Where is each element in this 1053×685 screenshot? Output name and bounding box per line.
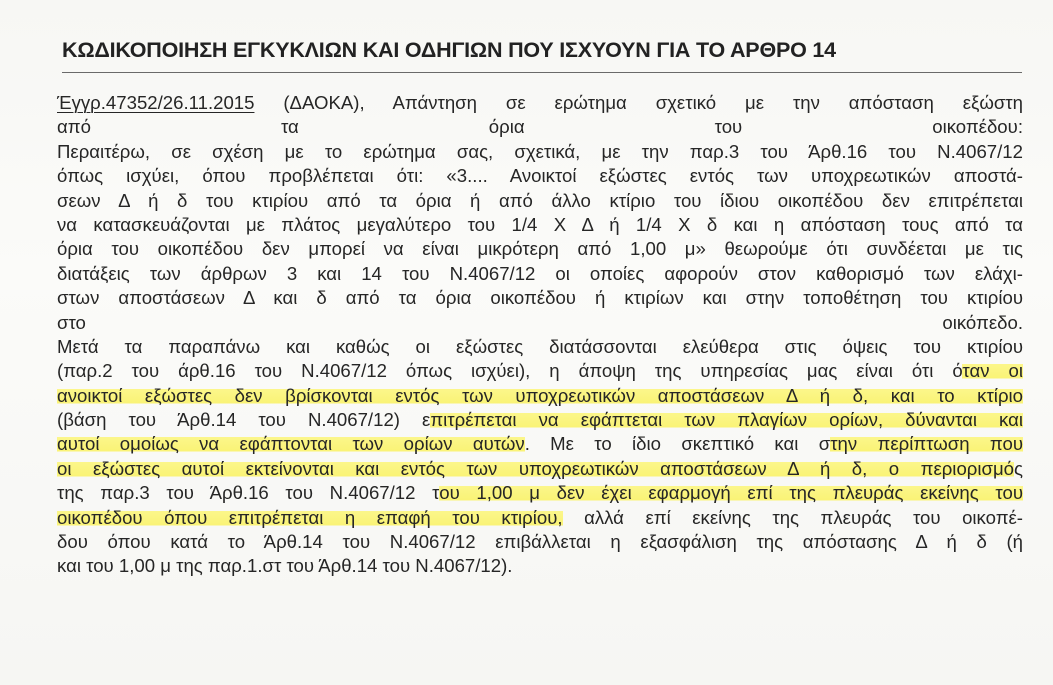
- text-line: [57, 506, 1023, 530]
- line-text: και του 1,00 μ της παρ.1.στ του Άρθ.14 του Ν.4067/12).: [57, 555, 513, 577]
- text-line: [57, 262, 1023, 286]
- text-line: [57, 530, 1023, 554]
- line-text: από τα όρια του οικοπέδου:: [57, 116, 1023, 138]
- text-line: [57, 115, 1023, 139]
- line-text: (βάση του Άρθ.14 του Ν.4067/12) ε: [57, 409, 431, 431]
- text-line: [57, 554, 1023, 578]
- text-line: [57, 164, 1023, 188]
- text-line: [57, 237, 1023, 261]
- text-line: [57, 408, 1023, 432]
- line-text: Περαιτέρω, σε σχέση με το ερώτημα σας, σχετικά, με την παρ.3 του Άρθ.16 του Ν.4067/12: [57, 140, 1023, 162]
- text-line: [57, 457, 1023, 481]
- text-line: [57, 286, 1023, 310]
- text-line: [57, 335, 1023, 359]
- line-text: να κατασκευάζονται με πλάτος μεγαλύτερο του 1/4 Χ Δ ή 1/4 Χ δ και η απόσταση τους από τα: [57, 213, 1023, 235]
- text-line: [57, 432, 1023, 456]
- highlighted-text: ανοικτοί εξώστες δεν βρίσκονται εντός των υποχρεωτικών αποστάσεων Δ ή δ, και το κτίριο: [57, 384, 1023, 406]
- highlighted-text: αυτοί ομοίως να εφάπτονται των ορίων αυτών: [57, 433, 525, 455]
- line-text: διατάξεις των άρθρων 3 και 14 του Ν.4067/12 οι οποίες αφορούν στον καθορισμό των ελάχι-: [57, 262, 1023, 284]
- line-text: αλλά επί εκείνης της πλευράς του οικοπέ-: [562, 506, 1023, 528]
- text-line: [57, 189, 1023, 213]
- text-line: [57, 384, 1023, 408]
- highlighted-text: ταν οι: [962, 360, 1023, 382]
- highlighted-text: οικοπέδου όπου επιτρέπεται η επαφή του κτιρίου,: [57, 506, 563, 528]
- document-reference: Έγγρ.47352/26.11.2015: [57, 92, 255, 113]
- line-text: στων αποστάσεων Δ και δ από τα όρια οικοπέδου ή κτιρίων και στην τοποθέτηση του κτιρίου: [57, 287, 1023, 309]
- text-line: [57, 140, 1023, 164]
- line-text: όρια του οικοπέδου δεν μπορεί να είναι μικρότερη από 1,00 μ» θεωρούμε ότι συνδέεται με τις: [57, 238, 1023, 260]
- text-line: [57, 359, 1023, 383]
- highlighted-text: την περίπτωση που: [830, 433, 1023, 455]
- line-text: δου όπου κατά το Άρθ.14 του Ν.4067/12 επιβάλλεται η εξασφάλιση της απόστασης Δ ή δ (ή: [57, 531, 1023, 553]
- title-divider: [62, 72, 1022, 73]
- document-title: ΚΩΔΙΚΟΠΟΙΗΣΗ ΕΓΚΥΚΛΙΩΝ ΚΑΙ ΟΔΗΓΙΩΝ ΠΟΥ ΙΣΧΥΟΥΝ ΓΙΑ ΤΟ ΑΡΘΡΟ 14: [62, 38, 836, 62]
- line-text: ς: [1014, 457, 1023, 479]
- line-text: στο οικόπεδο.: [57, 311, 1023, 333]
- text-line: [57, 213, 1023, 237]
- line-text: (παρ.2 του άρθ.16 του Ν.4067/12 όπως ισχύει), η άποψη της υπηρεσίας μας είναι ότι ό: [57, 360, 963, 382]
- line-text: όπως ισχύει, όπου προβλέπεται ότι: «3.... Ανοικτοί εξώστες εντός των υποχρεωτικών αποστά-: [57, 165, 1023, 187]
- text-line: [57, 481, 1023, 505]
- line-text: (ΔΑΟΚΑ), Απάντηση σε ερώτημα σχετικό με την απόσταση εξώστη: [254, 92, 1023, 113]
- highlighted-text: ου 1,00 μ δεν έχει εφαρμογή επί της πλευράς εκείνης του: [439, 482, 1023, 504]
- line-text: Μετά τα παραπάνω και καθώς οι εξώστες διατάσσονται ελεύθερα στις όψεις του κτιρίου: [57, 335, 1023, 357]
- text-line: [57, 91, 1023, 115]
- line-text: σεων Δ ή δ του κτιρίου από τα όρια ή από άλλο κτίριο του ίδιου οικοπέδου δεν επιτρέπεται: [57, 189, 1023, 211]
- line-text: της παρ.3 του Άρθ.16 του Ν.4067/12 τ: [57, 482, 440, 504]
- line-text: . Με το ίδιο σκεπτικό και σ: [524, 433, 831, 455]
- highlighted-text: οι εξώστες αυτοί εκτείνονται και εντός των υποχρεωτικών αποστάσεων Δ ή δ, ο περιορισμό: [57, 457, 1015, 479]
- highlighted-text: πιτρέπεται να εφάπτεται των πλαγίων ορίων, δύνανται και: [430, 409, 1023, 431]
- text-line: [57, 311, 1023, 335]
- document-body: [57, 91, 1023, 579]
